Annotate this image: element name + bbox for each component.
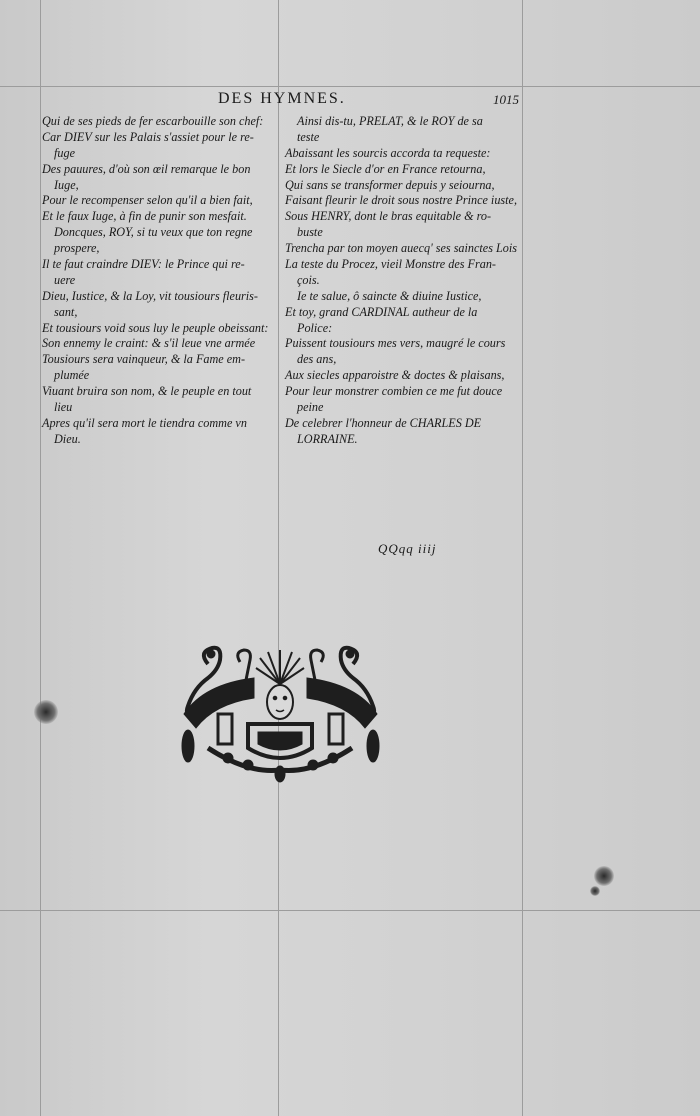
verse-line: Pour leur monstrer combien ce me fut douce <box>285 384 503 399</box>
verse-line: La teste du Procez, vieil Monstre des Fran- <box>285 257 496 272</box>
verse-line: LORRAINE. <box>297 431 358 446</box>
verse-line: Qui de ses pieds de fer escarbouille son chef: <box>42 114 264 128</box>
verse-line: uere <box>54 272 76 287</box>
verse-line: Dieu, Iustice, & la Loy, vit tousiours fleuris- <box>42 288 258 303</box>
verse-line: Ie te salue, ô saincte & diuine Iustice, <box>297 288 482 303</box>
verse-line: des ans, <box>297 352 337 367</box>
verse-line: peine <box>297 400 324 415</box>
verse-line: Viuant bruira son nom, & le peuple en tout <box>42 384 252 399</box>
ink-blot <box>590 886 600 896</box>
verse-line: Doncques, ROY, si tu veux que ton regne <box>54 225 253 240</box>
ink-blot <box>594 866 614 886</box>
verse-line: çois. <box>297 272 320 287</box>
verse-line: Iuge, <box>54 177 79 192</box>
verse-line: Police: <box>297 320 333 335</box>
verse-line: Qui sans se transformer depuis y seiourna, <box>285 177 495 192</box>
verse-line: Sous HENRY, dont le bras equitable & ro- <box>285 209 492 224</box>
verse-line: teste <box>297 129 320 144</box>
verse-line: Faisant fleurir le droit sous nostre Prince iuste, <box>285 193 518 208</box>
verse-line: plumée <box>54 368 90 383</box>
frame-line-left <box>40 0 41 1116</box>
verse-line: Ainsi dis-tu, PRELAT, & le ROY de sa <box>297 114 483 128</box>
verse-line: De celebrer l'honneur de CHARLES DE <box>285 415 482 430</box>
verse-line: Car DIEV sur les Palais s'assiet pour le re- <box>42 129 254 144</box>
running-head: DES HYMNES. <box>218 90 346 107</box>
signature-mark: QQqq iiij <box>378 541 437 556</box>
verse-line: Tousiours sera vainqueur, & la Fame em- <box>42 352 246 367</box>
verse-line: Dieu. <box>54 431 81 446</box>
verse-line: Aux siecles apparoistre & doctes & plaisans, <box>285 368 505 383</box>
verse-line: Et lors le Siecle d'or en France retourna, <box>285 161 486 176</box>
verse-line: Apres qu'il sera mort le tiendra comme vn <box>42 415 247 430</box>
frame-line-right <box>522 0 523 1116</box>
verse-line: Son ennemy le craint: & s'il leue vne armée <box>42 336 256 351</box>
verse-line: Il te faut craindre DIEV: le Prince qui re- <box>42 257 245 272</box>
verse-line: prospere, <box>54 241 100 256</box>
verse-line: Et le faux Iuge, à fin de punir son mesfait. <box>42 209 247 224</box>
verse-line: buste <box>297 225 323 240</box>
verse-line: Pour le recompenser selon qu'il a bien fait, <box>42 193 253 208</box>
left-text-column <box>42 114 274 448</box>
ink-blot <box>34 700 58 724</box>
page-number: 1015 <box>493 92 519 107</box>
verse-line: fuge <box>54 145 75 160</box>
verse-line: lieu <box>54 400 73 415</box>
frame-line-center <box>278 0 279 1116</box>
verse-line: Abaissant les sourcis accorda ta requeste: <box>285 145 491 160</box>
verse-line: Et toy, grand CARDINAL autheur de la <box>285 304 478 319</box>
verse-line: Trencha par ton moyen auecq' ses sainctes Lois <box>285 241 518 256</box>
verse-line: sant, <box>54 304 78 319</box>
frame-line-bottom <box>0 910 700 911</box>
verse-line: Puissent tousiours mes vers, maugré le cours <box>285 336 506 351</box>
verse-line: Et tousiours void sous luy le peuple obeissant: <box>42 320 269 335</box>
woodcut-ornament <box>178 644 383 784</box>
right-text-column <box>285 114 520 448</box>
frame-line-top <box>0 86 700 87</box>
verse-line: Des pauures, d'où son œil remarque le bon <box>42 161 251 176</box>
